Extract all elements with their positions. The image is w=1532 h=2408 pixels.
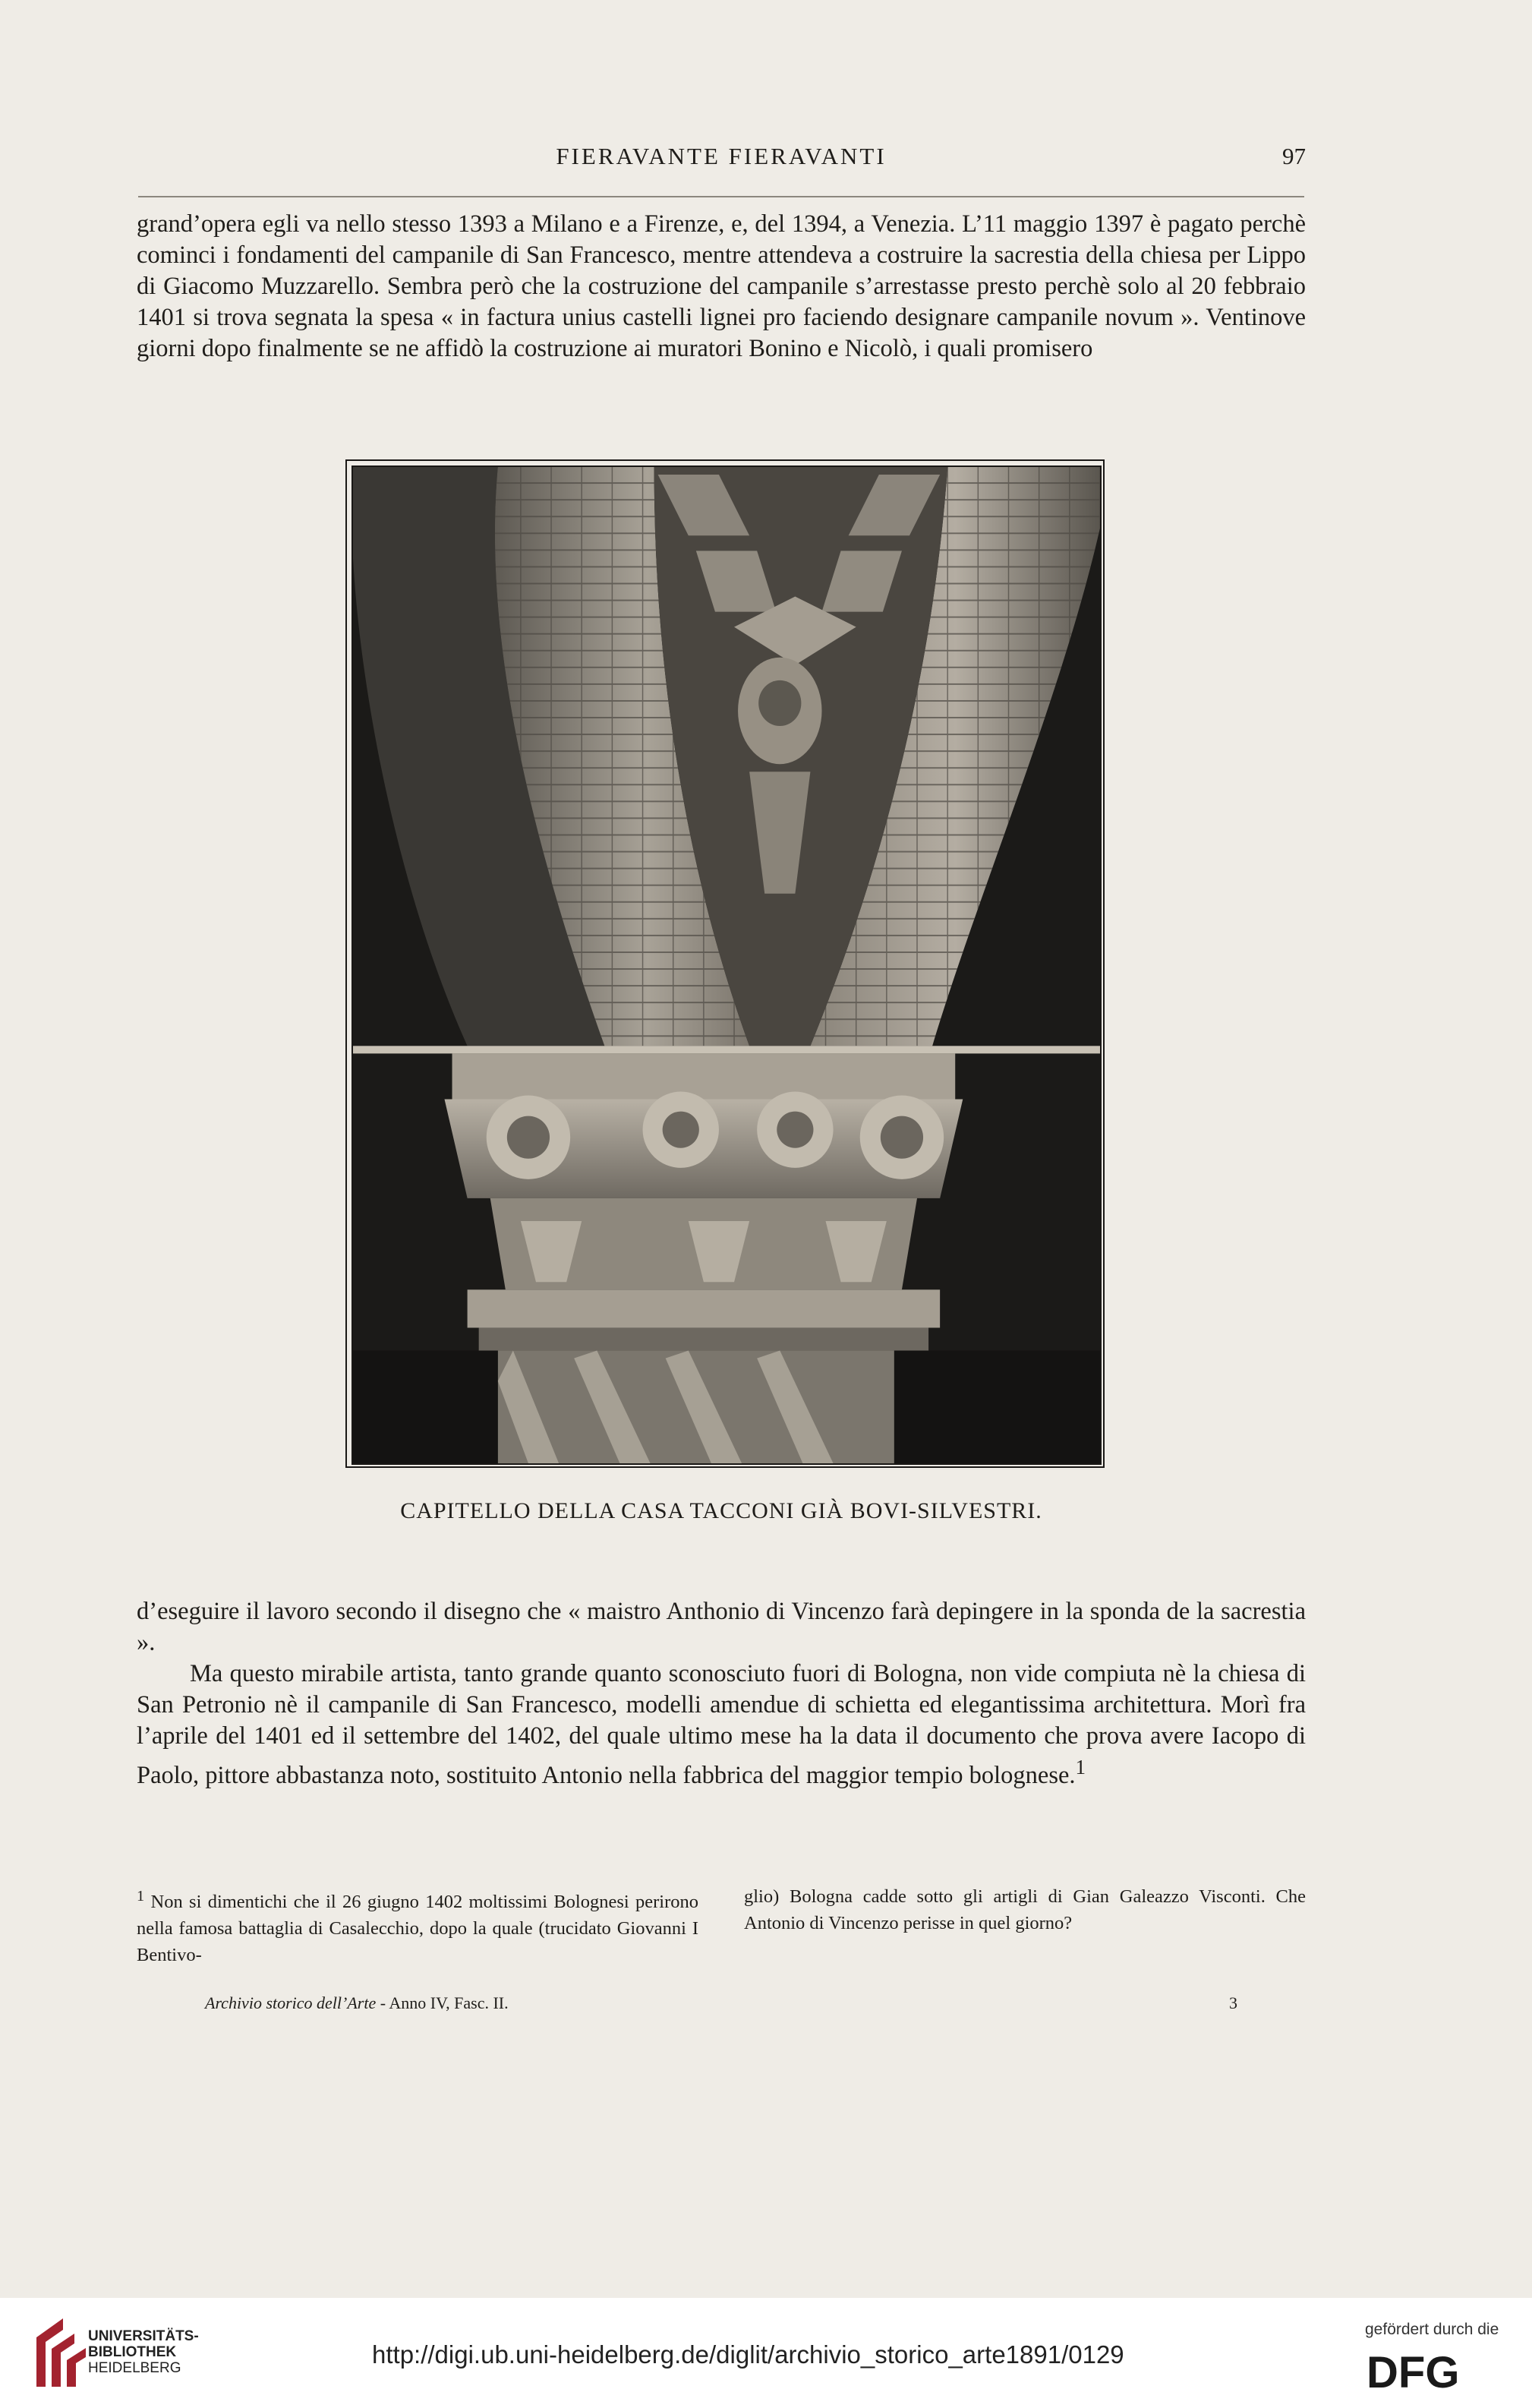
dfg-logo-icon: [1367, 2350, 1503, 2391]
funder-note: gefördert durch die: [1365, 2321, 1499, 2338]
signature-mark: 3: [1229, 1993, 1237, 2012]
capital-photograph: [351, 466, 1102, 1465]
footnote-column-left: [137, 1883, 698, 1968]
library-name-line-3: HEIDELBERG: [88, 2360, 181, 2376]
footnote-reference: 1: [1075, 1756, 1086, 1778]
journal-title: Archivio storico dell’Arte: [205, 1993, 377, 2012]
source-url[interactable]: http://digi.ub.uni-heidelberg.de/diglit/archivio_storico_arte1891/0129: [372, 2340, 1124, 2369]
running-head: [137, 143, 1306, 181]
body-paragraph-1: [137, 209, 1306, 365]
library-name-line-1: UNIVERSITÄTS-: [88, 2328, 199, 2344]
header-rule: [138, 196, 1304, 197]
body-paragraph-2: [137, 1596, 1306, 1791]
figure-plate: [345, 459, 1105, 1468]
paragraph-text: grand’opera egli va nello stesso 1393 a Milano e a Firenze, e, del 1394, a Venezia. L’11 maggio 1397 è pagato perchè cominci i fondamenti del campanile di San Francesco, mentre attendeva a costruire la sacrestia della chiesa per Lippo di Giacomo Muzzarello. Sembra però che la costruzione del campanile s’arrestasse presto perchè solo al 20 febbraio 1401 si trova segnata la spesa « in factura unius castelli lignei pro faciendo designare campanile novum ». Ventinove giorni dopo finalmente se ne affidò la costruzione ai muratori Bonino e Nicolò, i quali promisero: [137, 210, 1306, 362]
paragraph-text: d’eseguire il lavoro secondo il disegno che « maistro Anthonio di Vincenzo farà depingere in la sponda de la sacrestia ».: [137, 1598, 1306, 1656]
running-title: FIERAVANTE FIERAVANTI: [556, 143, 887, 169]
journal-issue: - Anno IV, Fasc. II.: [380, 1993, 509, 2012]
footnote-text-right: glio) Bologna cadde sotto gli artigli di Gian Galeazzo Visconti. Che Antonio di Vincenzo perisse in quel giorno?: [744, 1886, 1306, 1933]
paragraph-3-text: Ma questo mirabile artista, tanto grande quanto sconosciuto fuori di Bologna, non vide compiuta nè la chiesa di San Petronio nè il campanile di San Francesco, modelli amendue di schietta ed elegantissima architettura. Morì fra l’aprile del 1401 ed il settembre del 1402, del quale ultimo mese ha la data il documento che prova avere Iacopo di Paolo, pittore abbastanza noto, sostituito Antonio nella fabbrica del maggior tempio bolognese.: [137, 1660, 1306, 1789]
library-name: [88, 2328, 199, 2376]
dfg-logo-text: DFG: [1367, 2350, 1460, 2391]
footnote-column-right: [744, 1883, 1306, 1936]
footnote-text-left: Non si dimentichi che il 26 giugno 1402 moltissimi Bolognesi perirono nella famosa battaglia di Casalecchio, dopo la quale (trucidato Giovanni I Bentivo-: [137, 1892, 699, 1966]
capital-photograph-drawing: [353, 467, 1100, 1463]
paragraph-text: [137, 1658, 1306, 1791]
digitization-bar: [0, 2298, 1532, 2408]
journal-footer: [137, 1993, 1306, 2018]
library-name-line-2: BIBLIOTHEK: [88, 2344, 177, 2360]
page-number: 97: [1282, 143, 1306, 169]
university-library-logo-icon: [29, 2315, 97, 2391]
figure-caption: CAPITELLO DELLA CASA TACCONI GIÀ BOVI-SILVESTRI.: [400, 1498, 1042, 1523]
footnote-marker: 1: [137, 1888, 145, 1905]
